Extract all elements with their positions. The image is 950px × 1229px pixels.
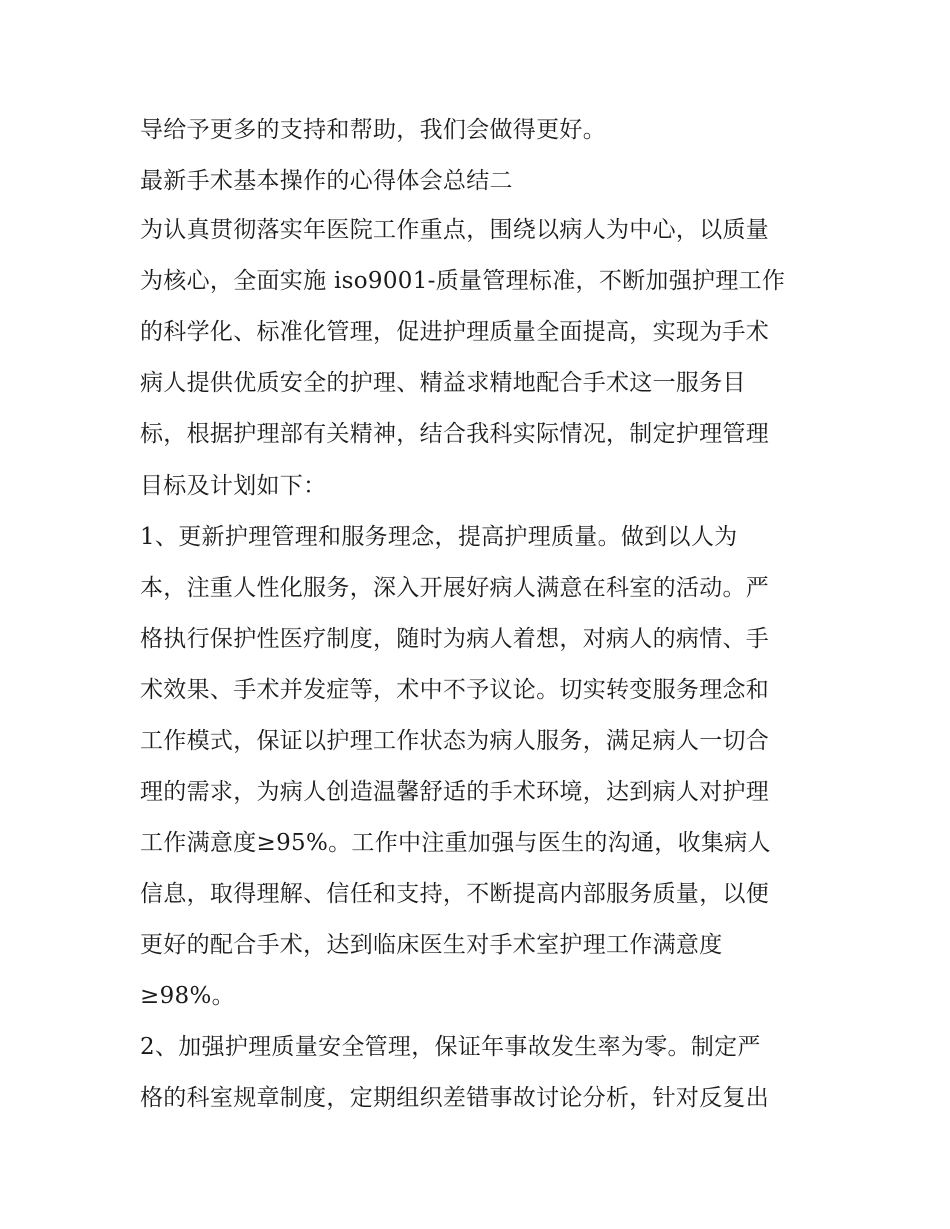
text-line-19: 2、加强护理质量安全管理，保证年事故发生率为零。制定严	[140, 1034, 761, 1060]
text-line-20: 格的科室规章制度，定期组织差错事故讨论分析，针对反复出	[140, 1085, 770, 1111]
text-line-7: 标，根据护理部有关精神，结合我科实际情况，制定护理管理	[140, 421, 770, 447]
text-line-10: 本，注重人性化服务，深入开展好病人满意在科室的活动。严	[140, 575, 770, 601]
text-line-16: 信息，取得理解、信任和支持，不断提高内部服务质量，以便	[140, 881, 770, 907]
text-line-18: ≥98%。	[140, 983, 235, 1009]
section-heading: 最新手术基本操作的心得体会总结二	[140, 168, 513, 194]
text-line-13: 工作模式，保证以护理工作状态为病人服务，满足病人一切合	[140, 728, 770, 754]
text-line-17: 更好的配合手术，达到临床医生对手术室护理工作满意度	[140, 932, 723, 958]
text-line-4: 为核心，全面实施 iso9001-质量管理标准，不断加强护理工作	[140, 268, 786, 294]
text-line-14: 理的需求，为病人创造温馨舒适的手术环境，达到病人对护理	[140, 779, 770, 805]
text-line-15: 工作满意度≥95%。工作中注重加强与医生的沟通，收集病人	[140, 830, 771, 856]
text-line-6: 病人提供优质安全的护理、精益求精地配合手术这一服务目	[140, 370, 746, 396]
text-line-3: 为认真贯彻落实年医院工作重点，围绕以病人为中心，以质量	[140, 217, 770, 243]
text-line-5: 的科学化、标准化管理，促进护理质量全面提高，实现为手术	[140, 319, 770, 345]
text-line-8: 目标及计划如下：	[140, 473, 327, 499]
text-line-1: 导给予更多的支持和帮助，我们会做得更好。	[140, 117, 606, 143]
text-line-9: 1、更新护理管理和服务理念，提高护理质量。做到以人为	[140, 524, 738, 550]
text-line-12: 术效果、手术并发症等，术中不予议论。切实转变服务理念和	[140, 677, 770, 703]
text-line-11: 格执行保护性医疗制度，随时为病人着想，对病人的病情、手	[140, 626, 770, 652]
